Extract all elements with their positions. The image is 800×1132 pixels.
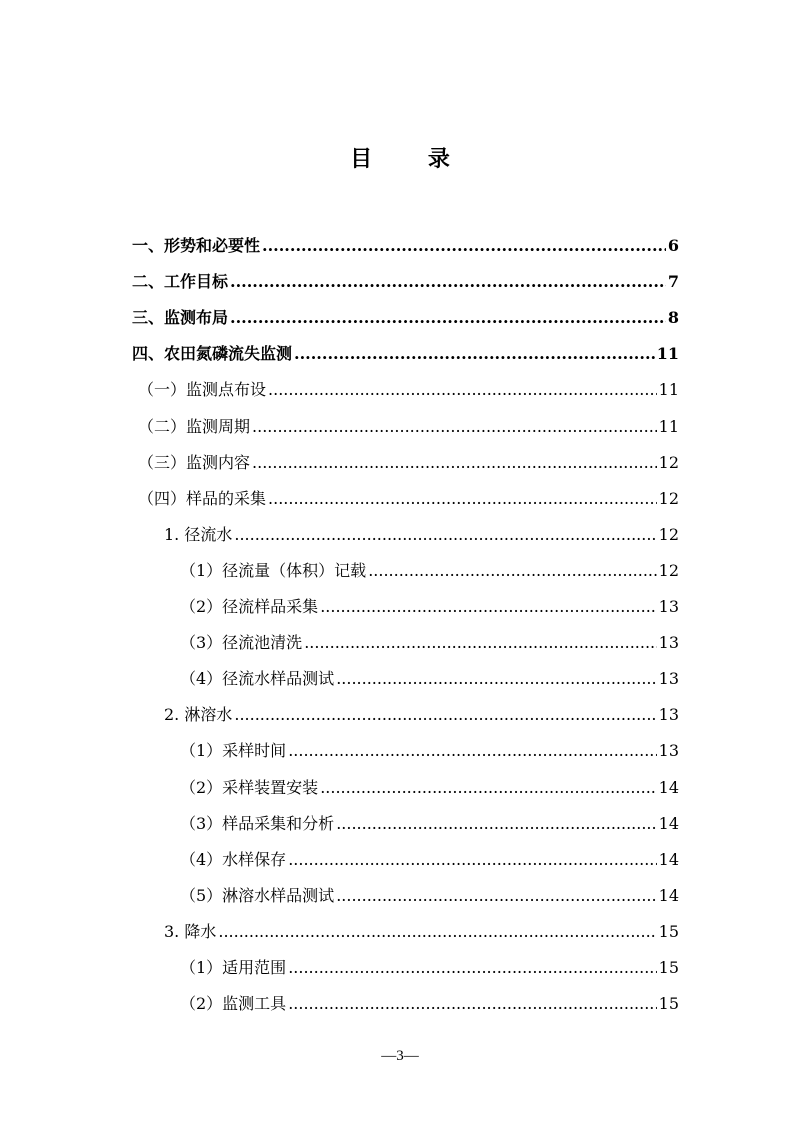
toc-entry-page: 7	[667, 272, 679, 291]
toc-entry-page: 11	[658, 417, 679, 436]
toc-leader-dots	[268, 376, 657, 404]
toc-entry-page: 13	[658, 669, 679, 688]
toc-leader-dots	[288, 990, 656, 1018]
toc-entry-label: 三、监测布局	[132, 308, 229, 327]
toc-leader-dots	[288, 737, 656, 765]
toc-leader-dots	[218, 918, 656, 946]
toc-entry[interactable]	[180, 665, 679, 693]
toc-entry-page: 13	[658, 597, 679, 616]
toc-entry[interactable]	[132, 304, 679, 332]
toc-entry[interactable]	[180, 954, 679, 982]
toc-entry-page: 15	[658, 958, 679, 977]
toc-leader-dots	[234, 521, 656, 549]
toc-entry[interactable]	[180, 737, 679, 765]
toc-entry-label: （2）监测工具	[180, 994, 287, 1013]
toc-entry[interactable]	[180, 846, 679, 874]
toc-entry-page: 14	[658, 850, 679, 869]
toc-entry-label: （三）监测内容	[138, 453, 251, 472]
toc-entry[interactable]	[180, 593, 679, 621]
toc-entry-label: （4）径流水样品测试	[180, 669, 335, 688]
toc-entry[interactable]	[138, 413, 679, 441]
toc-entry-page: 15	[658, 994, 679, 1013]
toc-leader-dots	[288, 954, 656, 982]
toc-entry[interactable]	[180, 990, 679, 1018]
toc-leader-dots	[268, 485, 657, 513]
toc-entry-page: 8	[667, 308, 679, 327]
toc-entry-page: 14	[658, 814, 679, 833]
toc-entry-label: （3）径流池清洗	[180, 633, 303, 652]
toc-leader-dots	[230, 268, 666, 296]
toc-entry[interactable]	[180, 774, 679, 802]
toc-entry-page: 14	[658, 778, 679, 797]
toc-leader-dots	[336, 882, 656, 910]
page-number: —3—	[381, 1048, 419, 1064]
toc-entry-page: 13	[658, 741, 679, 760]
toc-entry[interactable]	[138, 485, 679, 513]
toc-entry-page: 12	[658, 525, 679, 544]
toc-leader-dots	[336, 810, 656, 838]
toc-entry-page: 6	[667, 236, 679, 255]
toc-entry-label: 1. 径流水	[164, 525, 233, 544]
toc-entry-page: 14	[658, 886, 679, 905]
toc-leader-dots	[234, 701, 656, 729]
toc-leader-dots	[320, 593, 656, 621]
toc-entry[interactable]	[138, 376, 679, 404]
toc-leader-dots	[294, 340, 655, 368]
toc-leader-dots	[262, 232, 666, 260]
toc-entry-label: （一）监测点布设	[138, 380, 267, 399]
toc-leader-dots	[320, 774, 656, 802]
toc-entry-label: （四）样品的采集	[138, 489, 267, 508]
toc-entry[interactable]	[180, 557, 679, 585]
toc-entry[interactable]	[138, 449, 679, 477]
toc-entry-label: （1）适用范围	[180, 958, 287, 977]
toc-entry-label: （3）样品采集和分析	[180, 814, 335, 833]
toc-entry-label: 一、形势和必要性	[132, 236, 261, 255]
toc-leader-dots	[304, 629, 656, 657]
toc-leader-dots	[252, 449, 657, 477]
toc-entry[interactable]	[164, 701, 679, 729]
toc-entry[interactable]	[132, 340, 679, 368]
toc-entry-page: 11	[658, 380, 679, 399]
toc-entry[interactable]	[164, 918, 679, 946]
toc-entry[interactable]	[180, 810, 679, 838]
toc-entry-page: 13	[658, 705, 679, 724]
toc-entry-label: 四、农田氮磷流失监测	[132, 344, 293, 363]
toc-entry[interactable]	[164, 521, 679, 549]
toc-entry-label: 二、工作目标	[132, 272, 229, 291]
toc-entry[interactable]	[132, 268, 679, 296]
toc-entry-page: 13	[658, 633, 679, 652]
toc-entry-page: 12	[658, 561, 679, 580]
toc-leader-dots	[336, 665, 656, 693]
toc-entry-label: （2）采样装置安装	[180, 778, 319, 797]
toc-entry-label: （二）监测周期	[138, 417, 251, 436]
toc-entry-page: 12	[658, 489, 679, 508]
toc-entry-label: （1）径流量（体积）记载	[180, 561, 367, 580]
toc-entry-page: 12	[658, 453, 679, 472]
toc-leader-dots	[230, 304, 666, 332]
toc-entry-label: （4）水样保存	[180, 850, 287, 869]
toc-entry-label: （2）径流样品采集	[180, 597, 319, 616]
page-title: 目 录	[350, 146, 474, 172]
toc-entry-page: 15	[658, 922, 679, 941]
toc-entry-label: （5）淋溶水样品测试	[180, 886, 335, 905]
toc-entry[interactable]	[132, 232, 679, 260]
toc-entry-page: 11	[656, 344, 679, 363]
toc-entry-label: 2. 淋溶水	[164, 705, 233, 724]
toc-entry[interactable]	[180, 629, 679, 657]
toc-entry-label: 3. 降水	[164, 922, 217, 941]
toc-leader-dots	[368, 557, 656, 585]
toc-leader-dots	[252, 413, 657, 441]
toc-leader-dots	[288, 846, 656, 874]
toc-entry-label: （1）采样时间	[180, 741, 287, 760]
toc-entry[interactable]	[180, 882, 679, 910]
